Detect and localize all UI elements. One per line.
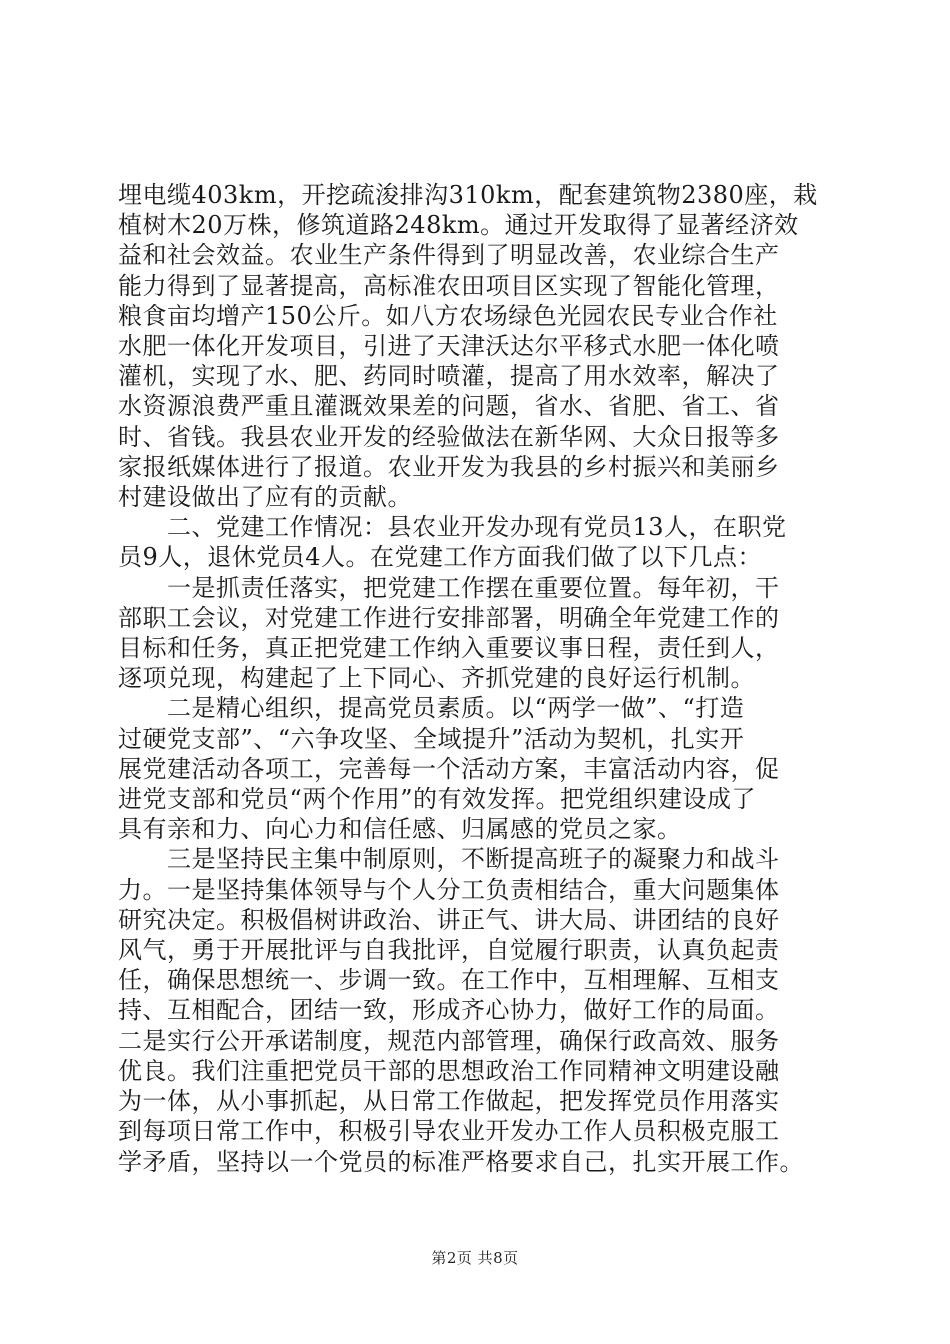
text-line: 学矛盾，坚持以一个党员的标准严格要求自己，扎实开展工作。 <box>118 1147 804 1176</box>
text-line: 一是抓责任落实，把党建工作摆在重要位置。每年初，干 <box>118 573 780 602</box>
text-line: 逐项兑现，构建起了上下同心、齐抓党建的良好运行机制。 <box>118 664 755 693</box>
page-footer: 第2页 共8页 <box>431 1249 519 1267</box>
text-line: 展党建活动各项工，完善每一个活动方案，丰富活动内容，促 <box>118 754 780 783</box>
text-line: 持、互相配合，团结一致，形成齐心协力，做好工作的局面。 <box>118 996 780 1025</box>
text-line: 优良。我们注重把党员干部的思想政治工作同精神文明建设融 <box>118 1056 780 1085</box>
text-line: 具有亲和力、向心力和信任感、归属感的党员之家。 <box>118 815 682 844</box>
text-line: 水肥一体化开发项目，引进了天津沃达尔平移式水肥一体化喷 <box>118 332 780 361</box>
body-text <box>118 180 838 1177</box>
text-line: 为一体，从小事抓起，从日常工作做起，把发挥党员作用落实 <box>118 1087 780 1116</box>
text-line: 村建设做出了应有的贡献。 <box>118 483 412 512</box>
text-line: 到每项日常工作中，积极引导农业开发办工作人员积极克服工 <box>118 1117 780 1146</box>
text-line: 埋电缆403km，开挖疏浚排沟310km，配套建筑物2380座，栽 <box>118 181 818 209</box>
text-line: 部职工会议，对党建工作进行安排部署，明确全年党建工作的 <box>118 603 780 632</box>
text-line: 目标和任务，真正把党建工作纳入重要议事日程，责任到人， <box>118 634 780 663</box>
text-line: 三是坚持民主集中制原则，不断提高班子的凝聚力和战斗 <box>118 845 780 874</box>
text-line: 任，确保思想统一、步调一致。在工作中，互相理解、互相支 <box>118 966 780 995</box>
text-line: 员9人，退休党员4人。在党建工作方面我们做了以下几点： <box>118 543 763 572</box>
text-line: 植树木20万株，修筑道路248km。通过开发取得了显著经济效 <box>118 211 799 240</box>
text-line: 风气，勇于开展批评与自我批评，自觉履行职责，认真负起责 <box>118 936 780 965</box>
text-line: 研究决定。积极倡树讲政治、讲正气、讲大局、讲团结的良好 <box>118 905 780 934</box>
text-line: 力。一是坚持集体领导与个人分工负责相结合，重大问题集体 <box>118 875 780 904</box>
text-line: 二是实行公开承诺制度，规范内部管理，确保行政高效、服务 <box>118 1026 780 1055</box>
text-line: 二、党建工作情况：县农业开发办现有党员13人，在职党 <box>118 513 787 542</box>
text-line: 粮食亩均增产150公斤。如八方农场绿色光园农民专业合作社 <box>118 301 778 330</box>
text-line: 能力得到了显著提高，高标准农田项目区实现了智能化管理， <box>118 271 780 300</box>
text-line: 二是精心组织，提高党员素质。以“两学一做”、“打造 <box>118 694 745 723</box>
text-line: 家报纸媒体进行了报道。农业开发为我县的乡村振兴和美丽乡 <box>118 452 780 481</box>
text-line: 益和社会效益。农业生产条件得到了明显改善，农业综合生产 <box>118 241 780 270</box>
text-line: 水资源浪费严重且灌溉效果差的问题，省水、省肥、省工、省 <box>118 392 780 421</box>
text-line: 进党支部和党员“两个作用”的有效发挥。把党组织建设成了 <box>118 785 757 814</box>
text-line: 时、省钱。我县农业开发的经验做法在新华网、大众日报等多 <box>118 422 780 451</box>
text-line: 灌机，实现了水、肥、药同时喷灌，提高了用水效率，解决了 <box>118 362 780 391</box>
text-line: 过硬党支部”、“六争攻坚、全域提升”活动为契机，扎实开 <box>118 724 745 753</box>
